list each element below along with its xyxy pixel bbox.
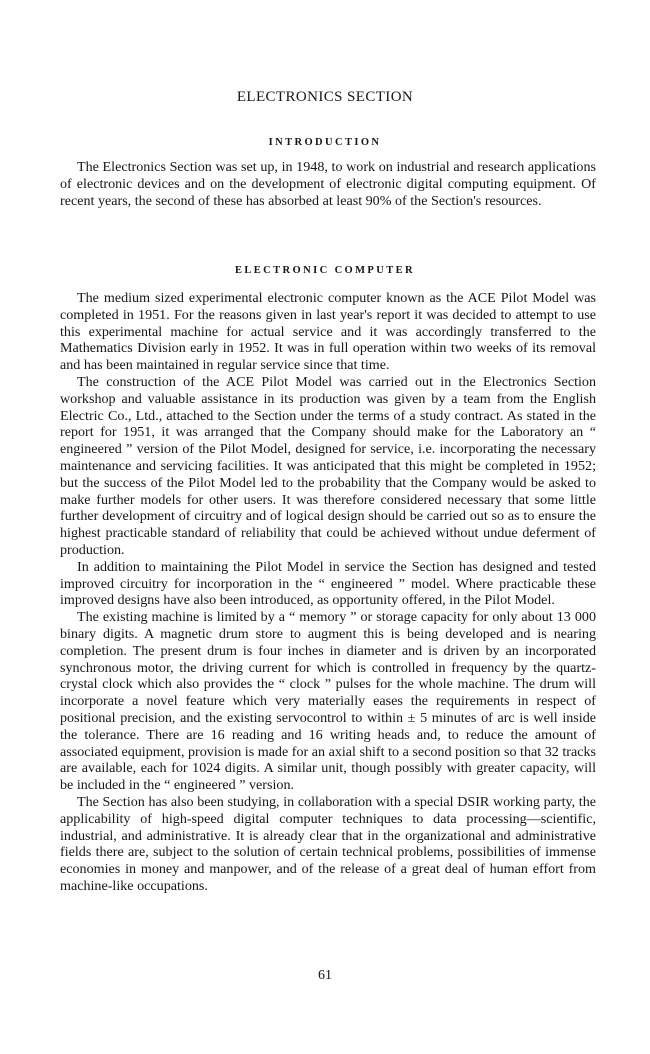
introduction-body (60, 159, 596, 209)
electronic-computer-heading: ELECTRONIC COMPUTER (234, 265, 416, 276)
paragraph: The construction of the ACE Pilot Model was carried out in the Electronics Section workshop and valuable assistance in its production was given by a team from the English Electric Co., Ltd., attached to the Section under the terms of a study contract. As stated in the report for 1951, it was arranged that the Company should make for the Laboratory an “ engineered ” version of the Pilot Model, designed for service, i.e. incorporating the necessary maintenance and servicing facilities. It was anticipated that this might be completed in 1952; but the success of the Pilot Model led to the probability that the Company would be asked to make further models for other users. It was therefore considered necessary that some little further development of circuitry and of logical design should be carried out so as to ensure the highest practicable standard of reliability that could be achieved without undue deferment of production. (60, 373, 596, 558)
paragraph: The Electronics Section was set up, in 1948, to work on industrial and research applications of electronic devices and on the development of electronic digital computing equipment. Of recent years, the second of these has absorbed at least 90% of the Section's resources. (60, 159, 596, 209)
page-title: ELECTRONICS SECTION (236, 89, 414, 105)
paragraph: The medium sized experimental electronic computer known as the ACE Pilot Model was completed in 1951. For the reasons given in last year's report it was decided to attempt to use this experimental machine for actual service and it was accordingly transferred to the Mathematics Division early in 1952. It was in full operation within two weeks of its removal and has been maintained in regular service since that time. (60, 290, 596, 374)
paragraph: The Section has also been studying, in collaboration with a special DSIR working party, the applicability of high-speed digital computer techniques to data processing—scientific, industrial, and administrative. It is already clear that in the organizational and administrative fields there are, subject to the solution of certain technical problems, possibilities of immense economies in money and manpower, and of the release of a great deal of human effort from machine-like occupations. (60, 793, 596, 894)
paragraph: The existing machine is limited by a “ memory ” or storage capacity for only about 13 000 binary digits. A magnetic drum store to augment this is being developed and is nearing completion. The present drum is four inches in diameter and is driven by an incorporated synchronous motor, the driving current for which is controlled in frequency by the quartz-crystal clock which also provides the “ clock ” pulses for the whole machine. The drum will incorporate a novel feature which very materially eases the requirements in respect of positional precision, and the existing servocontrol to within ± 5 minutes of arc is well inside the tolerance. There are 16 reading and 16 writing heads and, to reduce the amount of associated equipment, provision is made for an axial shift to a second position so that 32 tracks are available, each for 1024 digits. A similar unit, though possibly with greater capacity, will be included in the “ engineered ” version. (60, 609, 596, 794)
page-number: 61 (318, 968, 332, 983)
introduction-heading: INTRODUCTION (268, 137, 382, 148)
paragraph: In addition to maintaining the Pilot Model in service the Section has designed and tested improved circuitry for incorporation in the “ engineered ” model. Where practicable these improved designs have also been introduced, as opportunity offered, in the Pilot Model. (60, 558, 596, 609)
electronic-computer-body (60, 290, 596, 895)
